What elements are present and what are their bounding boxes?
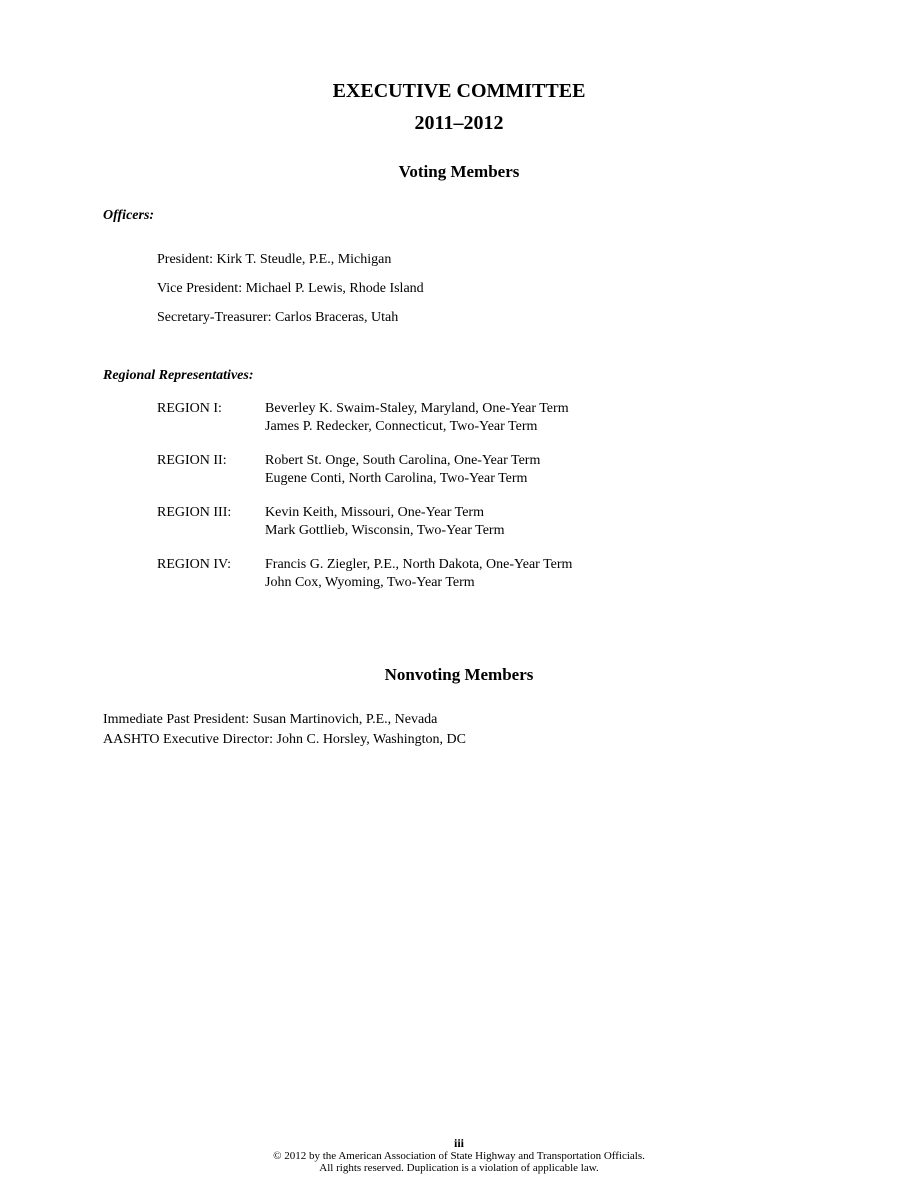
region-member: Mark Gottlieb, Wisconsin, Two-Year Term xyxy=(265,523,505,538)
officer-secretary-treasurer: Secretary-Treasurer: Carlos Braceras, Utah xyxy=(157,310,399,325)
officer-president: President: Kirk T. Steudle, P.E., Michigan xyxy=(157,252,392,267)
copyright-notice: © 2012 by the American Association of State Highway and Transportation Officials. xyxy=(273,1150,645,1162)
region-member: Beverley K. Swaim-Staley, Maryland, One-Year Term xyxy=(265,401,569,416)
page-number: iii xyxy=(453,1136,464,1150)
region-name: REGION IV: xyxy=(157,557,232,572)
officers-label: Officers: xyxy=(103,208,155,223)
region-member: John Cox, Wyoming, Two-Year Term xyxy=(265,575,475,590)
officer-vice-president: Vice President: Michael P. Lewis, Rhode Island xyxy=(157,281,424,296)
region-member: Robert St. Onge, South Carolina, One-Year Term xyxy=(265,453,541,468)
page-years: 2011–2012 xyxy=(414,112,504,134)
voting-members-heading: Voting Members xyxy=(398,162,520,181)
region-name: REGION II: xyxy=(157,453,227,468)
page-footer xyxy=(0,1137,918,1174)
region-member: Kevin Keith, Missouri, One-Year Term xyxy=(265,505,484,520)
region-member: Eugene Conti, North Carolina, Two-Year Term xyxy=(265,471,528,486)
region-member: Francis G. Ziegler, P.E., North Dakota, One-Year Term xyxy=(265,557,573,572)
page-title: EXECUTIVE COMMITTEE xyxy=(332,80,586,102)
regional-representatives-label: Regional Representatives: xyxy=(103,368,254,383)
nonvoting-member: Immediate Past President: Susan Martinovich, P.E., Nevada xyxy=(103,712,438,727)
nonvoting-members-heading: Nonvoting Members xyxy=(384,665,534,684)
region-name: REGION I: xyxy=(157,401,222,416)
rights-notice: All rights reserved. Duplication is a violation of applicable law. xyxy=(319,1162,599,1174)
nonvoting-member: AASHTO Executive Director: John C. Horsley, Washington, DC xyxy=(103,732,466,747)
region-member: James P. Redecker, Connecticut, Two-Year Term xyxy=(265,419,538,434)
region-name: REGION III: xyxy=(157,505,232,520)
